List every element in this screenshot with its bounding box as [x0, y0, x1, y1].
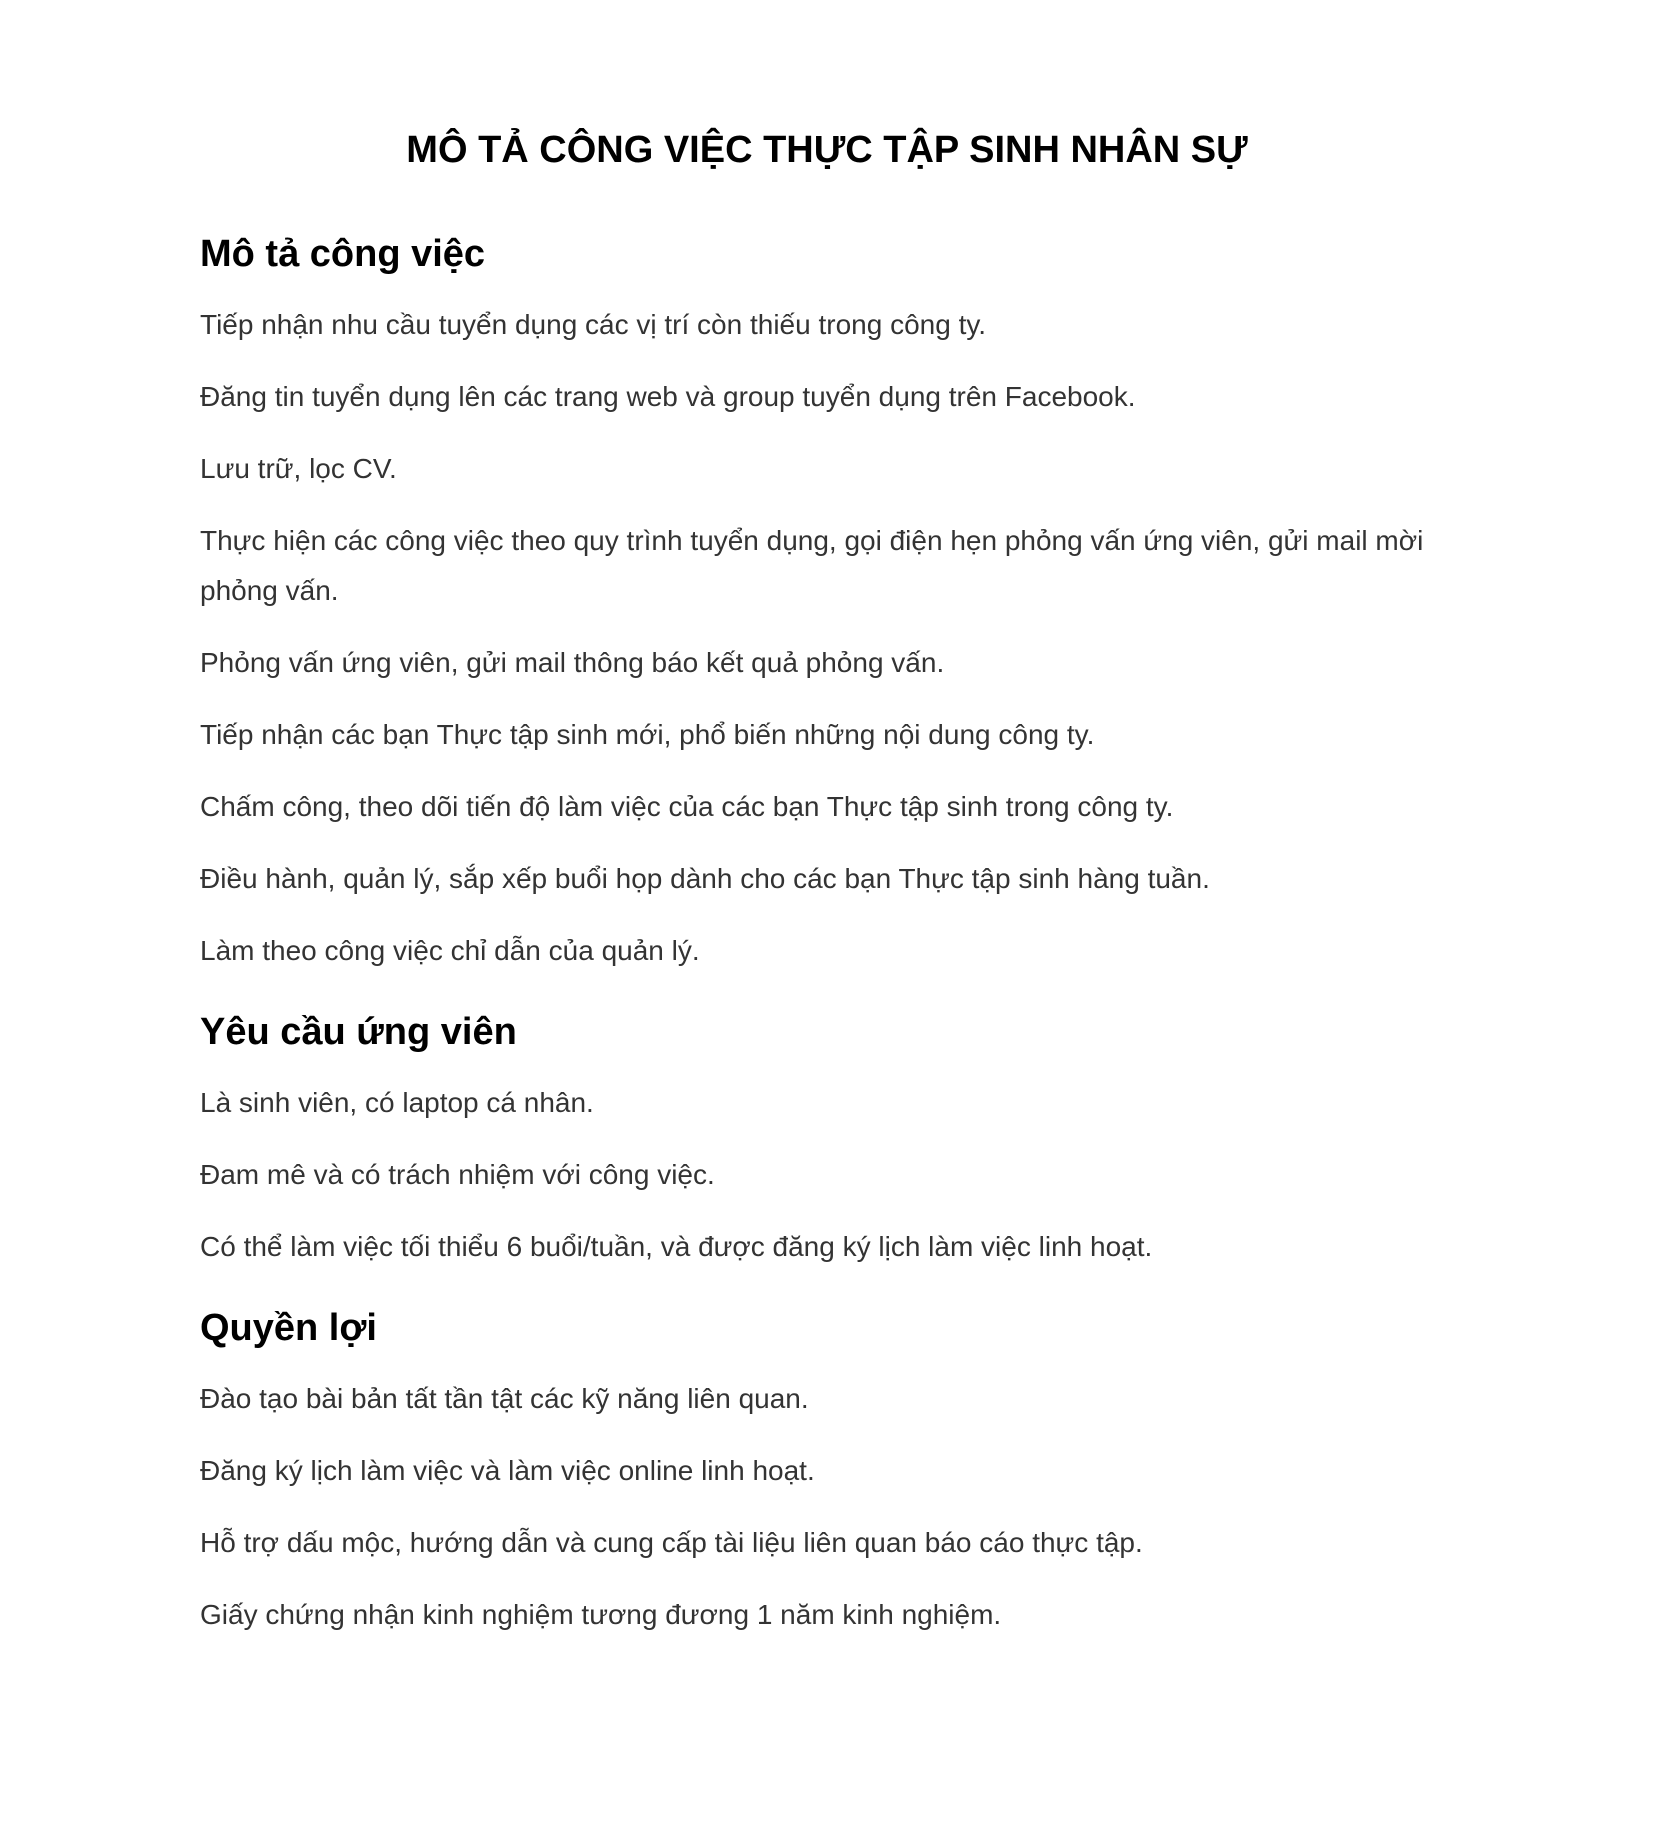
section-benefits	[200, 1296, 1460, 1640]
list-item: Giấy chứng nhận kinh nghiệm tương đương 1 năm kinh nghiệm.	[200, 1599, 1002, 1630]
list-item: Điều hành, quản lý, sắp xếp buổi họp dành cho các bạn Thực tập sinh hàng tuần.	[200, 863, 1210, 894]
list-item: Đào tạo bài bản tất tần tật các kỹ năng liên quan.	[200, 1383, 809, 1414]
section-heading: Mô tả công việc	[200, 233, 486, 275]
list-item: Hỗ trợ dấu mộc, hướng dẫn và cung cấp tài liệu liên quan báo cáo thực tập.	[200, 1527, 1143, 1558]
list-item: Đam mê và có trách nhiệm với công việc.	[200, 1159, 715, 1190]
list-item: Có thể làm việc tối thiểu 6 buổi/tuần, và được đăng ký lịch làm việc linh hoạt.	[200, 1231, 1153, 1262]
list-item: Thực hiện các công việc theo quy trình tuyển dụng, gọi điện hẹn phỏng vấn ứng viên, gửi mail mời phỏng vấn.	[200, 525, 1424, 606]
document-body	[200, 222, 1460, 1662]
list-item: Tiếp nhận nhu cầu tuyển dụng các vị trí còn thiếu trong công ty.	[200, 309, 987, 340]
section-heading: Yêu cầu ứng viên	[200, 1011, 517, 1053]
list-item: Lưu trữ, lọc CV.	[200, 453, 397, 484]
list-item: Làm theo công việc chỉ dẫn của quản lý.	[200, 935, 700, 966]
section-heading: Quyền lợi	[200, 1307, 377, 1349]
list-item: Đăng tin tuyển dụng lên các trang web và group tuyển dụng trên Facebook.	[200, 381, 1136, 412]
section-job-description	[200, 222, 1460, 976]
list-item: Chấm công, theo dõi tiến độ làm việc của các bạn Thực tập sinh trong công ty.	[200, 791, 1174, 822]
document-title: MÔ TẢ CÔNG VIỆC THỰC TẬP SINH NHÂN SỰ	[406, 129, 1248, 171]
list-item: Phỏng vấn ứng viên, gửi mail thông báo kết quả phỏng vấn.	[200, 647, 945, 678]
list-item: Tiếp nhận các bạn Thực tập sinh mới, phổ biến những nội dung công ty.	[200, 719, 1095, 750]
list-item: Đăng ký lịch làm việc và làm việc online linh hoạt.	[200, 1455, 815, 1486]
section-candidate-requirements	[200, 1000, 1460, 1272]
list-item: Là sinh viên, có laptop cá nhân.	[200, 1087, 594, 1118]
